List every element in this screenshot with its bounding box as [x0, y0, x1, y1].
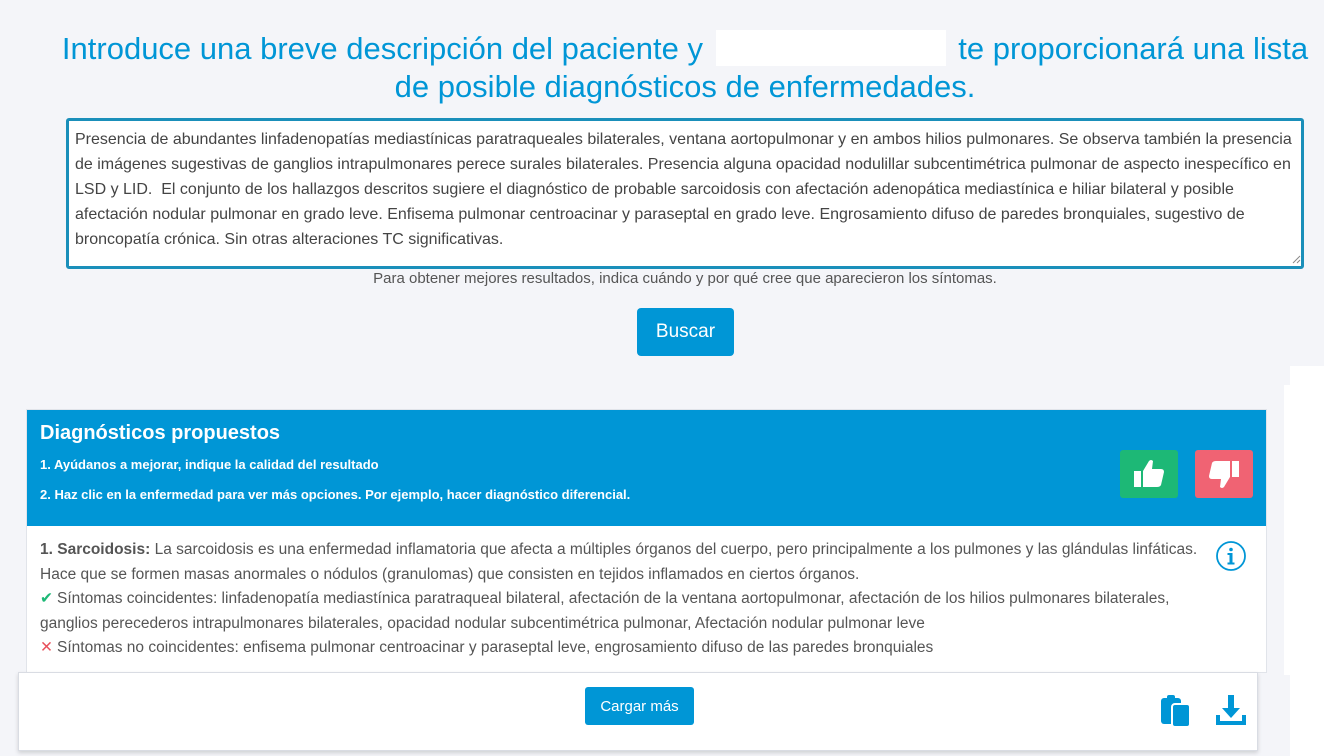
diagnosis-name: 1. Sarcoidosis:	[40, 541, 151, 558]
heading-part-2: te proporcionará una lista de posible diagnósticos de enfermedades.	[394, 31, 1309, 104]
page-edge-strip-inner	[1284, 385, 1304, 675]
thumbs-down-icon	[1207, 458, 1241, 490]
results-header	[27, 410, 1266, 526]
thumbs-up-button[interactable]	[1120, 450, 1178, 498]
heading-part-1: Introduce una breve descripción del paciente y	[61, 31, 703, 66]
diagnosis-item[interactable]	[40, 538, 1200, 661]
non-matching-symptoms	[40, 636, 1200, 661]
page-heading	[60, 30, 1310, 106]
non-matching-symptoms-text: Síntomas no coincidentes: enfisema pulmonar centroacinar y paraseptal leve, engrosamiento difuso de las paredes bronquiales	[57, 639, 934, 656]
patient-description-input[interactable]	[66, 118, 1304, 269]
results-title: Diagnósticos propuestos	[40, 422, 281, 444]
load-more-button[interactable]: Cargar más	[585, 687, 694, 725]
diagnosis-summary	[40, 538, 1200, 587]
matching-symptoms	[40, 587, 1200, 636]
clipboard-icon[interactable]	[1159, 693, 1195, 729]
matching-symptoms-text: Síntomas coincidentes: linfadenopatía mediastínica paratraqueal bilateral, afectación de la ventana aortopulmonar, afectación de los hilios pulmonares bilaterales, ganglios perecederos intrapulmonares bilaterales, opacidad nodular subcentimétrica pulmonar, Afectación nodular pulmonar leve	[40, 590, 1170, 632]
thumbs-down-button[interactable]	[1195, 450, 1253, 498]
results-instruction-2: 2. Haz clic en la enfermedad para ver más opciones. Por ejemplo, hacer diagnóstico diferencial.	[40, 487, 631, 502]
diagnosis-description: La sarcoidosis es una enfermedad inflamatoria que afecta a múltiples órganos del cuerpo, pero principalmente a los pulmones y las glándulas linfáticas. Hace que se formen masas anormales o nódulos (granulomas) que consisten en tejidos inflamados en ciertos órganos.	[40, 541, 1198, 583]
redacted-name	[716, 30, 946, 66]
check-icon: ✔	[40, 590, 53, 607]
results-panel	[26, 409, 1267, 673]
search-hint: Para obtener mejores resultados, indica cuándo y por qué cree que aparecieron los síntomas.	[373, 270, 997, 287]
resize-grip-icon[interactable]	[1291, 254, 1301, 264]
cross-icon: ✕	[40, 639, 53, 656]
results-instruction-1: 1. Ayúdanos a mejorar, indique la calidad del resultado	[40, 457, 379, 472]
info-icon[interactable]	[1215, 540, 1247, 572]
results-footer	[18, 672, 1258, 751]
thumbs-up-icon	[1132, 458, 1166, 490]
search-button[interactable]: Buscar	[637, 308, 734, 356]
download-icon[interactable]	[1213, 693, 1249, 729]
